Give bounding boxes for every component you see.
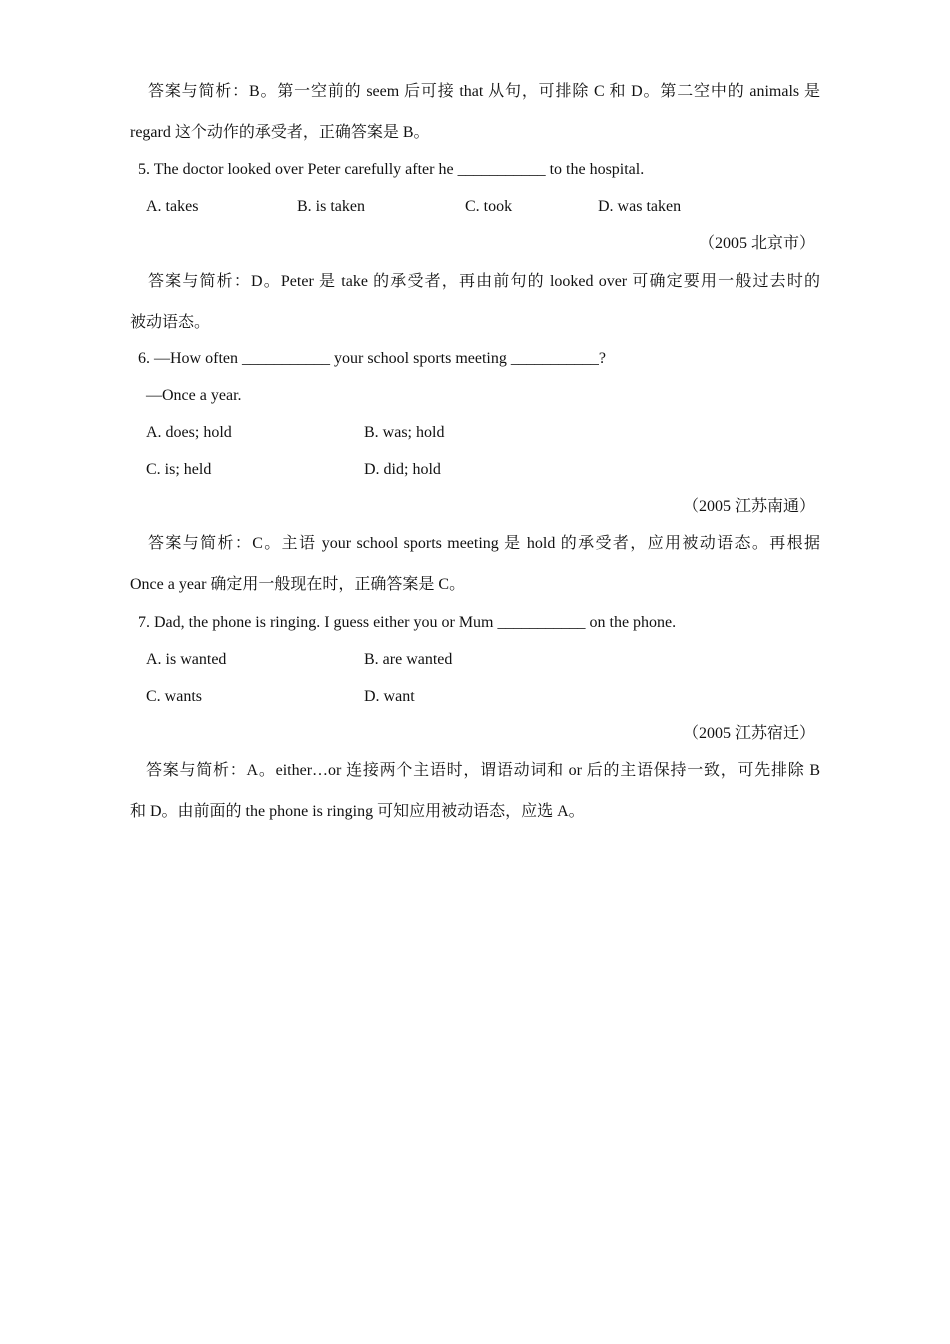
analysis-line: 答案与简析：B。第一空前的 seem 后可接 that 从句，可排除 C 和 D。第二空中的 animals 是: [148, 83, 820, 100]
option-6c: C. is; held: [146, 461, 212, 478]
option-7d: D. want: [364, 688, 415, 705]
analysis-line: 和 D。由前面的 the phone is ringing 可知应用被动语态，应选 A。: [130, 803, 585, 820]
option-7a: A. is wanted: [146, 651, 227, 668]
option-5c: C. took: [465, 198, 513, 215]
analysis-line: regard 这个动作的承受者，正确答案是 B。: [130, 124, 430, 141]
source-5: （2005 北京市）: [698, 235, 815, 252]
analysis-q7: [130, 761, 820, 781]
analysis-q5: [130, 272, 820, 292]
question-7: 7. Dad, the phone is ringing. I guess either you or Mum ___________ on the phone.: [138, 614, 677, 631]
question-5: 5. The doctor looked over Peter carefully after he ___________ to the hospital.: [138, 161, 645, 178]
option-5b: B. is taken: [297, 198, 365, 215]
analysis-line: 答案与简析：C。主语 your school sports meeting 是 hold 的承受者，应用被动语态。再根据: [148, 535, 820, 552]
option-5d: D. was taken: [598, 198, 682, 215]
reply-6: —Once a year.: [146, 387, 242, 404]
source-6: （2005 江苏南通）: [682, 498, 815, 515]
option-6d: D. did; hold: [364, 461, 441, 478]
option-6b: B. was; hold: [364, 424, 445, 441]
analysis-line: 答案与简析：A。either…or 连接两个主语时，谓语动词和 or 后的主语保持一致，可先排除 B: [146, 762, 820, 779]
analysis-line: 答案与简析：D。Peter 是 take 的承受者，再由前句的 looked over 可确定要用一般过去时的: [148, 273, 820, 290]
source-7: （2005 江苏宿迁）: [682, 725, 815, 742]
option-7b: B. are wanted: [364, 651, 453, 668]
analysis-line: Once a year 确定用一般现在时，正确答案是 C。: [130, 576, 466, 593]
analysis-q6: [130, 534, 820, 554]
option-7c: C. wants: [146, 688, 202, 705]
analysis-line: 被动语态。: [130, 314, 211, 331]
option-5a: A. takes: [146, 198, 199, 215]
question-6: 6. —How often ___________ your school sports meeting ___________?: [138, 350, 606, 367]
analysis-q4: [130, 82, 820, 102]
option-6a: A. does; hold: [146, 424, 232, 441]
